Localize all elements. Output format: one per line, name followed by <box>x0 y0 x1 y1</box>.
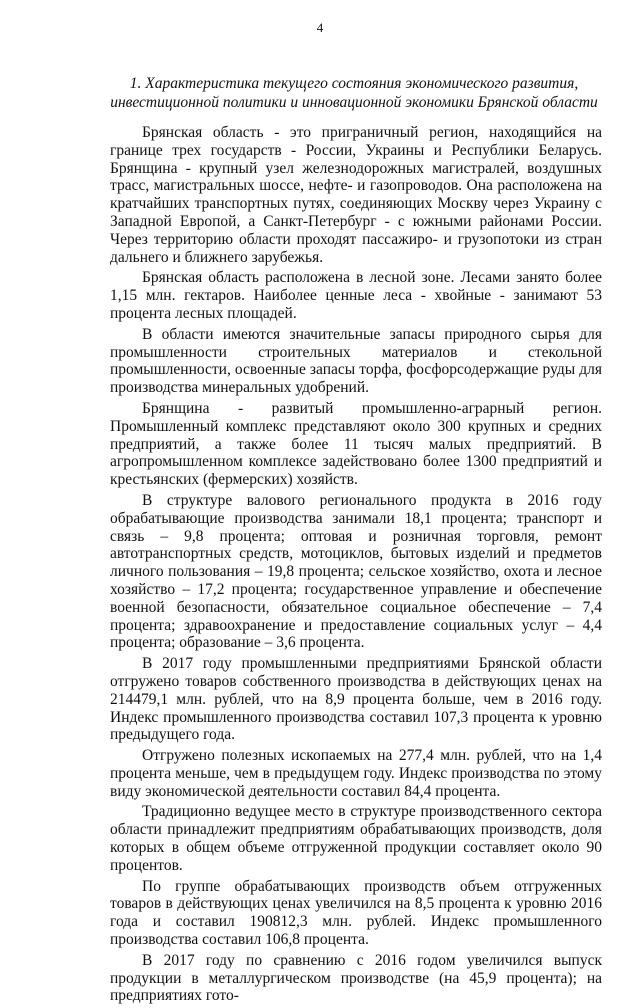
paragraph: Брянская область расположена в лесной зоне. Лесами занято более 1,15 млн. гектаров. Наиболее ценные леса - хвойные - занимают 53 процента лесных площадей. <box>110 269 602 322</box>
paragraph: В структуре валового регионального продукта в 2016 году обрабатывающие производства занимали 18,1 процента; транспорт и связь – 9,8 процента; оптовая и розничная торговля, ремонт автотранспортных средств, мотоциклов, бытовых изделий и предметов личного пользования – 19,8 процента; сельское хозяйство, охота и лесное хозяйство – 17,2 процента; государственное управление и обеспечение военной безопасности, обязательное социальное обеспечение – 7,4 процента; здравоохранение и предоставление социальных услуг – 4,4 процента; образование – 3,6 процента. <box>110 491 602 652</box>
paragraph: В области имеются значительные запасы природного сырья для промышленности строительных материалов и стекольной промышленности, освоенные запасы торфа, фосфорсодержащие руды для производства минеральных удобрений. <box>110 325 602 397</box>
paragraph: Брянщина - развитый промышленно-аграрный регион. Промышленный комплекс представляют около 300 крупных и средних предприятий, а также более 11 тысяч малых предприятий. В агропромышленном комплексе задействовано более 1300 предприятий и крестьянских (фермерских) хозяйств. <box>110 399 602 489</box>
paragraph: Традиционно ведущее место в структуре производственного сектора области принадлежит предприятиям обрабатывающих производств, доля которых в общем объеме отгруженной продукции составляет около 90 процентов. <box>110 803 602 874</box>
paragraph: Отгружено полезных ископаемых на 277,4 млн. рублей, что на 1,4 процента меньше, чем в предыдущем году. Индекс производства по этому виду экономической деятельности составил 84,4 процента. <box>110 747 602 800</box>
document-body <box>110 124 602 1008</box>
paragraph: По группе обрабатывающих производств объем отгруженных товаров в действующих ценах увеличился на 8,5 процента к уровню 2016 года и составил 190812,3 млн. рублей. Индекс промышленного производства составил 106,8 процента. <box>110 877 602 949</box>
paragraph: В 2017 году по сравнению с 2016 годом увеличился выпуск продукции в металлургическом производстве (на 45,9 процента); на предприятиях гото- <box>110 951 602 1005</box>
paragraph: В 2017 году промышленными предприятиями Брянской области отгружено товаров собственного производства в действующих ценах на 214479,1 млн. рублей, что на 8,9 процента больше, чем в 2016 году. Индекс промышленного производства составил 107,3 процента к уровню предыдущего года. <box>110 655 602 744</box>
section-title: 1. Характеристика текущего состояния экономического развития, инвестиционной политики и инновационной экономики Брянской области <box>110 75 598 111</box>
page-number: 4 <box>316 20 324 35</box>
paragraph: Брянская область - это приграничный регион, находящийся на границе трех государств - России, Украины и Республики Беларусь. Брянщина - крупный узел железнодорожных магистралей, воздушных трасс, магистральных шоссе, нефте- и газопроводов. Она расположена на кратчайших транспортных путях, соединяющих Москву через Украину с Западной Европой, а Санкт-Петербург - с южными районами России. Через территорию области проходят пассажиро- и грузопотоки из стран дальнего и ближнего зарубежья. <box>110 124 602 266</box>
